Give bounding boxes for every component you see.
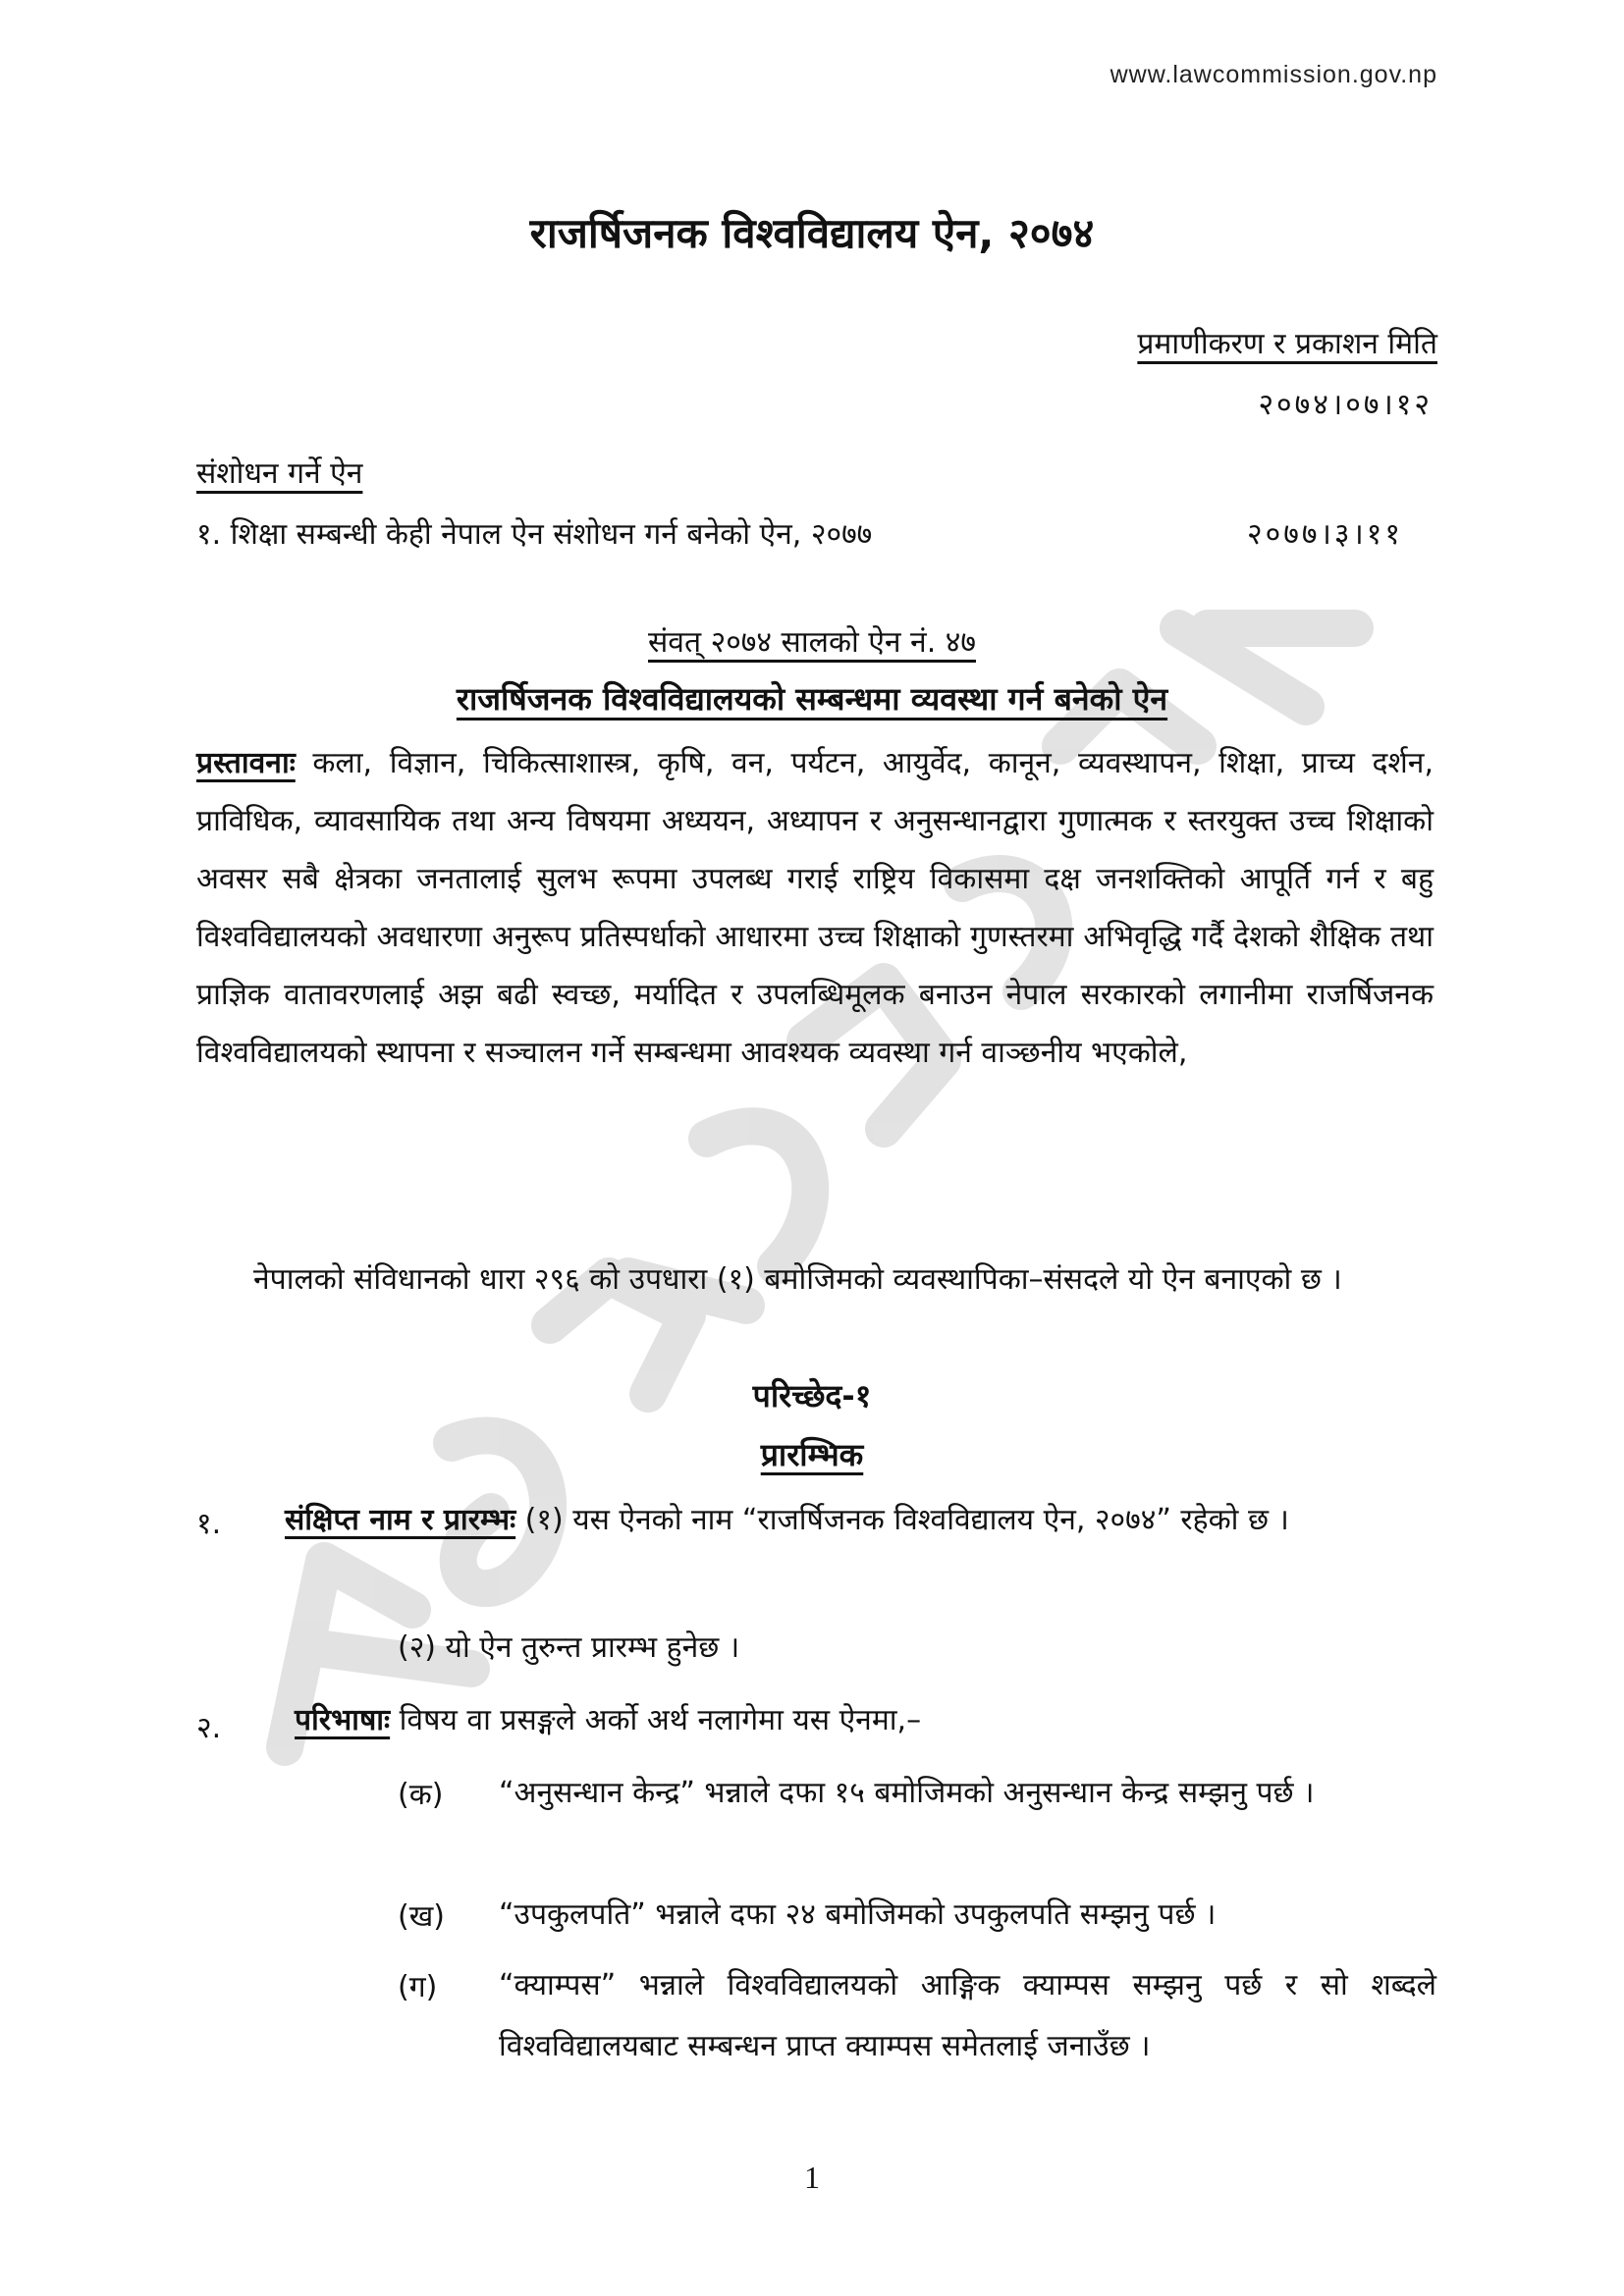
section-2-number: २. bbox=[196, 1711, 222, 1745]
amendment-date: २०७७।३।११ bbox=[1247, 517, 1403, 552]
section-2-body bbox=[295, 1698, 921, 1738]
preamble-text: कला, विज्ञान, चिकित्साशास्त्र, कृषि, वन, पर्यटन, आयुर्वेद, कानून, व्यवस्थापन, शिक्षा, प्राच्य दर्शन, प्राविधिक, व्यावसायिक तथा अन्य विषयमा अध्ययन, अध्यापन र अनुसन्धानद्वारा गुणात्मक र स्तरयुक्त उच्च शिक्षाको अवसर सबै क्षेत्रका जनतालाई सुलभ रूपमा उपलब्ध गराई राष्ट्रिय विकासमा दक्ष जनशक्तिको आपूर्ति गर्न र बहु विश्वविद्यालयको अवधारणा अनुरूप प्रतिस्पर्धाको आधारमा उच्च शिक्षाको गुणस्तरमा अभिवृद्धि गर्दै देशको शैक्षिक तथा प्राज्ञिक वातावरणलाई अझ बढी स्वच्छ, मर्यादित र उपलब्धिमूलक बनाउन नेपाल सरकारको लगानीमा राजर्षिजनक विश्वविद्यालयको स्थापना र सञ्चालन गर्ने सम्बन्धमा आवश्यक व्यवस्था गर्न वाञ्छनीय भएकोले, bbox=[196, 746, 1434, 1070]
act-number: संवत् २०७४ सालको ऐन नं. ४७ bbox=[648, 625, 976, 660]
amendment-item: १. शिक्षा सम्बन्धी केही नेपाल ऐन संशोधन गर्न बनेको ऐन, २०७७ bbox=[196, 517, 873, 552]
clause-text: “उपकुलपति” भन्नाले दफा २४ बमोजिमको उपकुलपति सम्झनु पर्छ । bbox=[499, 1897, 1217, 1932]
clause-label: (क) bbox=[398, 1778, 444, 1812]
chapter-subtitle: प्रारम्भिक bbox=[760, 1436, 864, 1473]
section-2-text: विषय वा प्रसङ्गले अर्को अर्थ नलागेमा यस ऐनमा,– bbox=[390, 1703, 922, 1737]
amendments-label: संशोधन गर्ने ऐन bbox=[196, 456, 363, 491]
authentication-label: प्रमाणीकरण र प्रकाशन मिति bbox=[1137, 327, 1437, 361]
clause-label: (ख) bbox=[398, 1899, 445, 1934]
section-2-heading: परिभाषाः bbox=[295, 1703, 391, 1737]
document-title: राजर्षिजनक विश्वविद्यालय ऐन, २०७४ bbox=[529, 209, 1095, 257]
section-1-heading: संक्षिप्त नाम र प्रारम्भः bbox=[285, 1503, 516, 1537]
chapter-title: परिच्छेद-१ bbox=[752, 1377, 872, 1415]
website-url: www.lawcommission.gov.np bbox=[1110, 61, 1437, 88]
authentication-date: २०७४।०७।१२ bbox=[1258, 388, 1433, 422]
enactment-clause: नेपालको संविधानको धारा २९६ को उपधारा (१) बमोजिमको व्यवस्थापिका–संसदले यो ऐन बनाएको छ । bbox=[253, 1262, 1342, 1297]
preamble-label: प्रस्तावनाः bbox=[196, 746, 296, 780]
section-1-subsection-2: (२) यो ऐन तुरुन्त प्रारम्भ हुनेछ । bbox=[398, 1630, 740, 1665]
section-1-body bbox=[285, 1492, 1434, 1549]
page-number: 1 bbox=[804, 2160, 820, 2195]
preamble bbox=[196, 734, 1434, 1082]
section-1-number: १. bbox=[196, 1507, 222, 1541]
clause-label: (ग) bbox=[398, 1970, 438, 2004]
clause-text: “अनुसन्धान केन्द्र” भन्नाले दफा १५ बमोजिमको अनुसन्धान केन्द्र सम्झनु पर्छ । bbox=[499, 1776, 1315, 1810]
clause-text: “क्याम्पस” भन्नाले विश्वविद्यालयको आङ्गिक क्याम्पस सम्झनु पर्छ र सो शब्दले विश्वविद्यालयबाट सम्बन्धन प्राप्त क्याम्पस समेतलाई जनाउँछ । bbox=[499, 1968, 1436, 2063]
section-1-text: (१) यस ऐनको नाम “राजर्षिजनक विश्वविद्यालय ऐन, २०७४” रहेको छ । bbox=[515, 1503, 1289, 1537]
act-title: राजर्षिजनक विश्वविद्यालयको सम्बन्धमा व्यवस्था गर्न बनेको ऐन bbox=[456, 680, 1168, 718]
